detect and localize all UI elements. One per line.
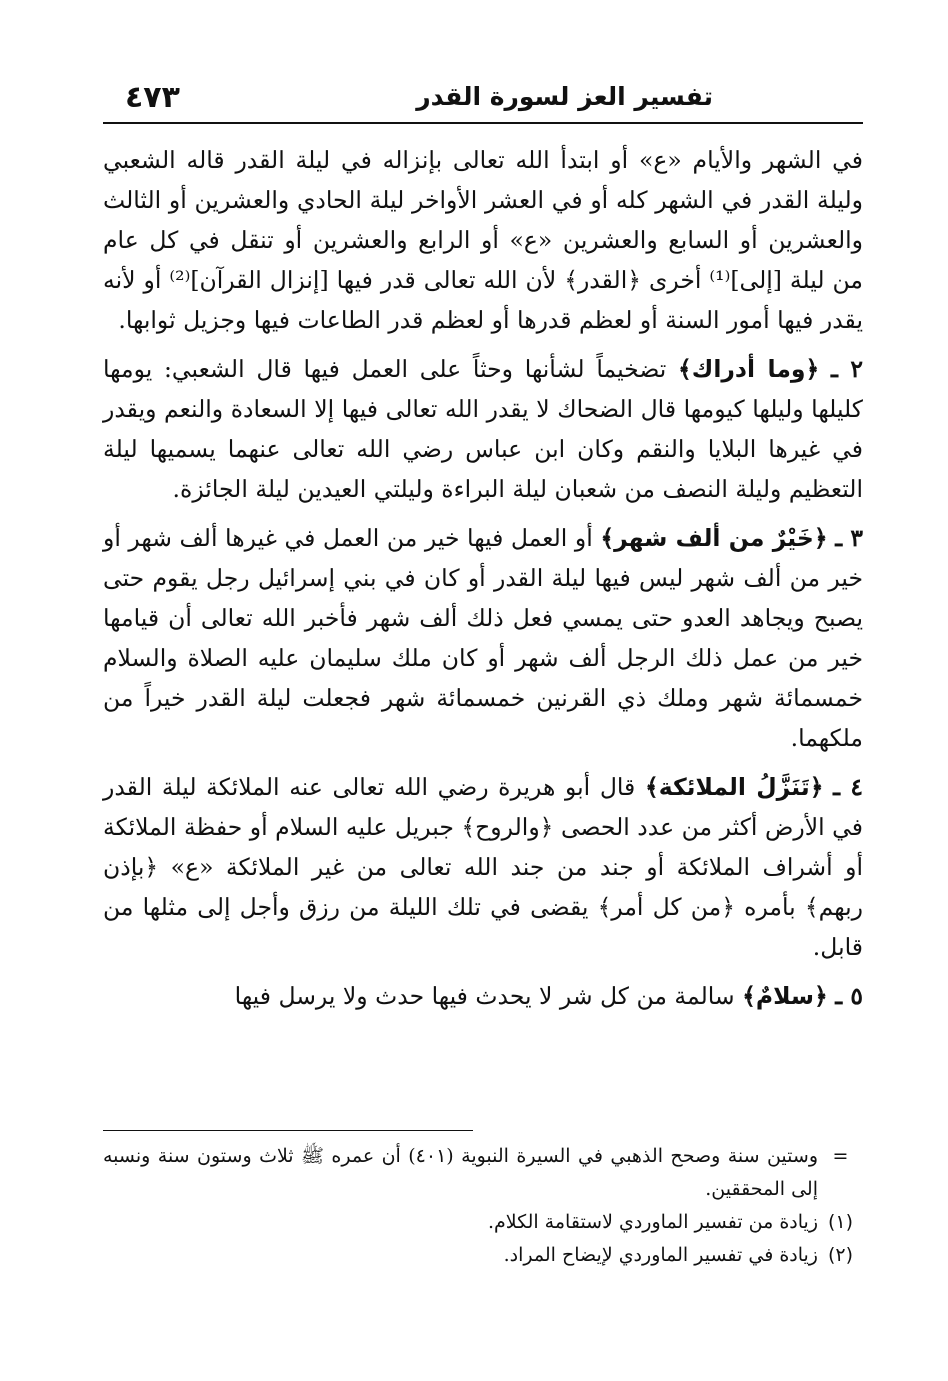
paragraph-text: سالمة من كل شر لا يحدث فيها حدث ولا يرسل فيها: [234, 982, 735, 1010]
footnote-marker: (١): [827, 1211, 854, 1233]
paragraph-4: [103, 767, 863, 967]
paragraph-text: أو العمل فيها خير من العمل في غيرها ألف شهر أو خير من ألف شهر ليس فيها ليلة القدر أو كان في بني إسرائيل رجل يقوم حتى يصبح ويجاهد العدو حتى يمسي فعل ذلك ألف شهر فأخبر الله تعالى أن قيامها خير من عمل ذلك الرجل ألف شهر أو كان ملك سليمان عليه الصلاة والسلام خمسمائة شهر وملك ذي القرنين خمسمائة شهر فجعلت ليلة القدر خيراً من ملكهما.: [103, 524, 863, 752]
quranic-phrase: ﴿خَيْرٌ من ألف شهر﴾: [600, 524, 828, 552]
footnote-text: زيادة في تفسير الماوردي لإيضاح المراد.: [503, 1244, 818, 1266]
paragraph-text: تضخيماً لشأنها وحثاً على العمل فيها قال الشعبي: يومها كليلها وليلها كيومها قال الضحاك لا يقدر الله تعالى فيها إلا السعادة والنعم ويقدر في غيرها البلايا والنقم وكان ابن عباس رضي الله تعالى عنهما يسميها ليلة التعظيم وليلة النصف من شعبان ليلة البراءة وليلتي العيدين ليلة الجائزة.: [103, 355, 863, 503]
running-title: تفسير العز لسورة القدر: [416, 82, 713, 111]
verse-number: ٥ ـ: [835, 982, 863, 1010]
paragraph-text: قال أبو هريرة رضي الله تعالى عنه الملائكة ليلة القدر في الأرض أكثر من عدد الحصى ﴿والروح﴾ جبريل عليه السلام أو حفظة الملائكة أو أشراف الملائكة أو جند من جند الله تعالى من غير الملائكة «ع» ﴿بإذن ربهم﴾ بأمره ﴿من كل أمر﴾ يقضى في تلك الليلة من رزق وأجل إلى مثلها من قابل.: [103, 773, 863, 961]
paragraph-2: [103, 349, 863, 509]
footnote-marker: (٢): [827, 1244, 854, 1266]
page-number: ٤٧٣: [125, 80, 180, 115]
verse-number: ٢ ـ: [831, 355, 863, 383]
paragraph-3: [103, 518, 863, 758]
paragraph-5: [103, 976, 863, 1016]
footnote-continuation: [103, 1140, 863, 1206]
paragraph-1: [103, 140, 863, 340]
footnote-2: [103, 1239, 863, 1272]
page-header: [103, 78, 863, 124]
footnote-text: وستين سنة وصحح الذهبي في السيرة النبوية (٤٠١) أن عمره ﷺ ثلاث وستون سنة ونسبه إلى المحققين.: [103, 1145, 818, 1200]
verse-number: ٣ ـ: [835, 524, 863, 552]
quranic-phrase: ﴿تَنَزَّلُ الملائكة﴾: [644, 773, 824, 801]
verse-number: ٤ ـ: [833, 773, 863, 801]
quranic-phrase: ﴿وما أدراك﴾: [678, 355, 820, 383]
footnote-text: زيادة من تفسير الماوردي لاستقامة الكلام.: [487, 1211, 818, 1233]
footnote-marker: =: [832, 1145, 849, 1167]
paragraph-text: في الشهر والأيام «ع» أو ابتدأ الله تعالى بإنزاله في ليلة القدر قاله الشعبي وليلة القدر في الشهر كله أو في العشر الأواخر ليلة الحادي والعشرين أو الثالث والعشرين أو السابع والعشرين «ع» أو الرابع والعشرين أو تنقل في كل عام من ليلة [إلى]⁽¹⁾ أخرى ﴿القدر﴾ لأن الله تعالى قدر فيها [إنزال القرآن]⁽²⁾ أو لأنه يقدر فيها أمور السنة أو لعظم قدرها أو لعظم قدر الطاعات فيها وجزيل ثوابها.: [103, 146, 863, 334]
footnote-1: [103, 1206, 863, 1239]
footnotes: [103, 1140, 863, 1272]
quranic-phrase: ﴿سلامٌ﴾: [742, 982, 828, 1010]
main-text: [103, 140, 863, 1025]
footnote-divider: [103, 1130, 473, 1131]
